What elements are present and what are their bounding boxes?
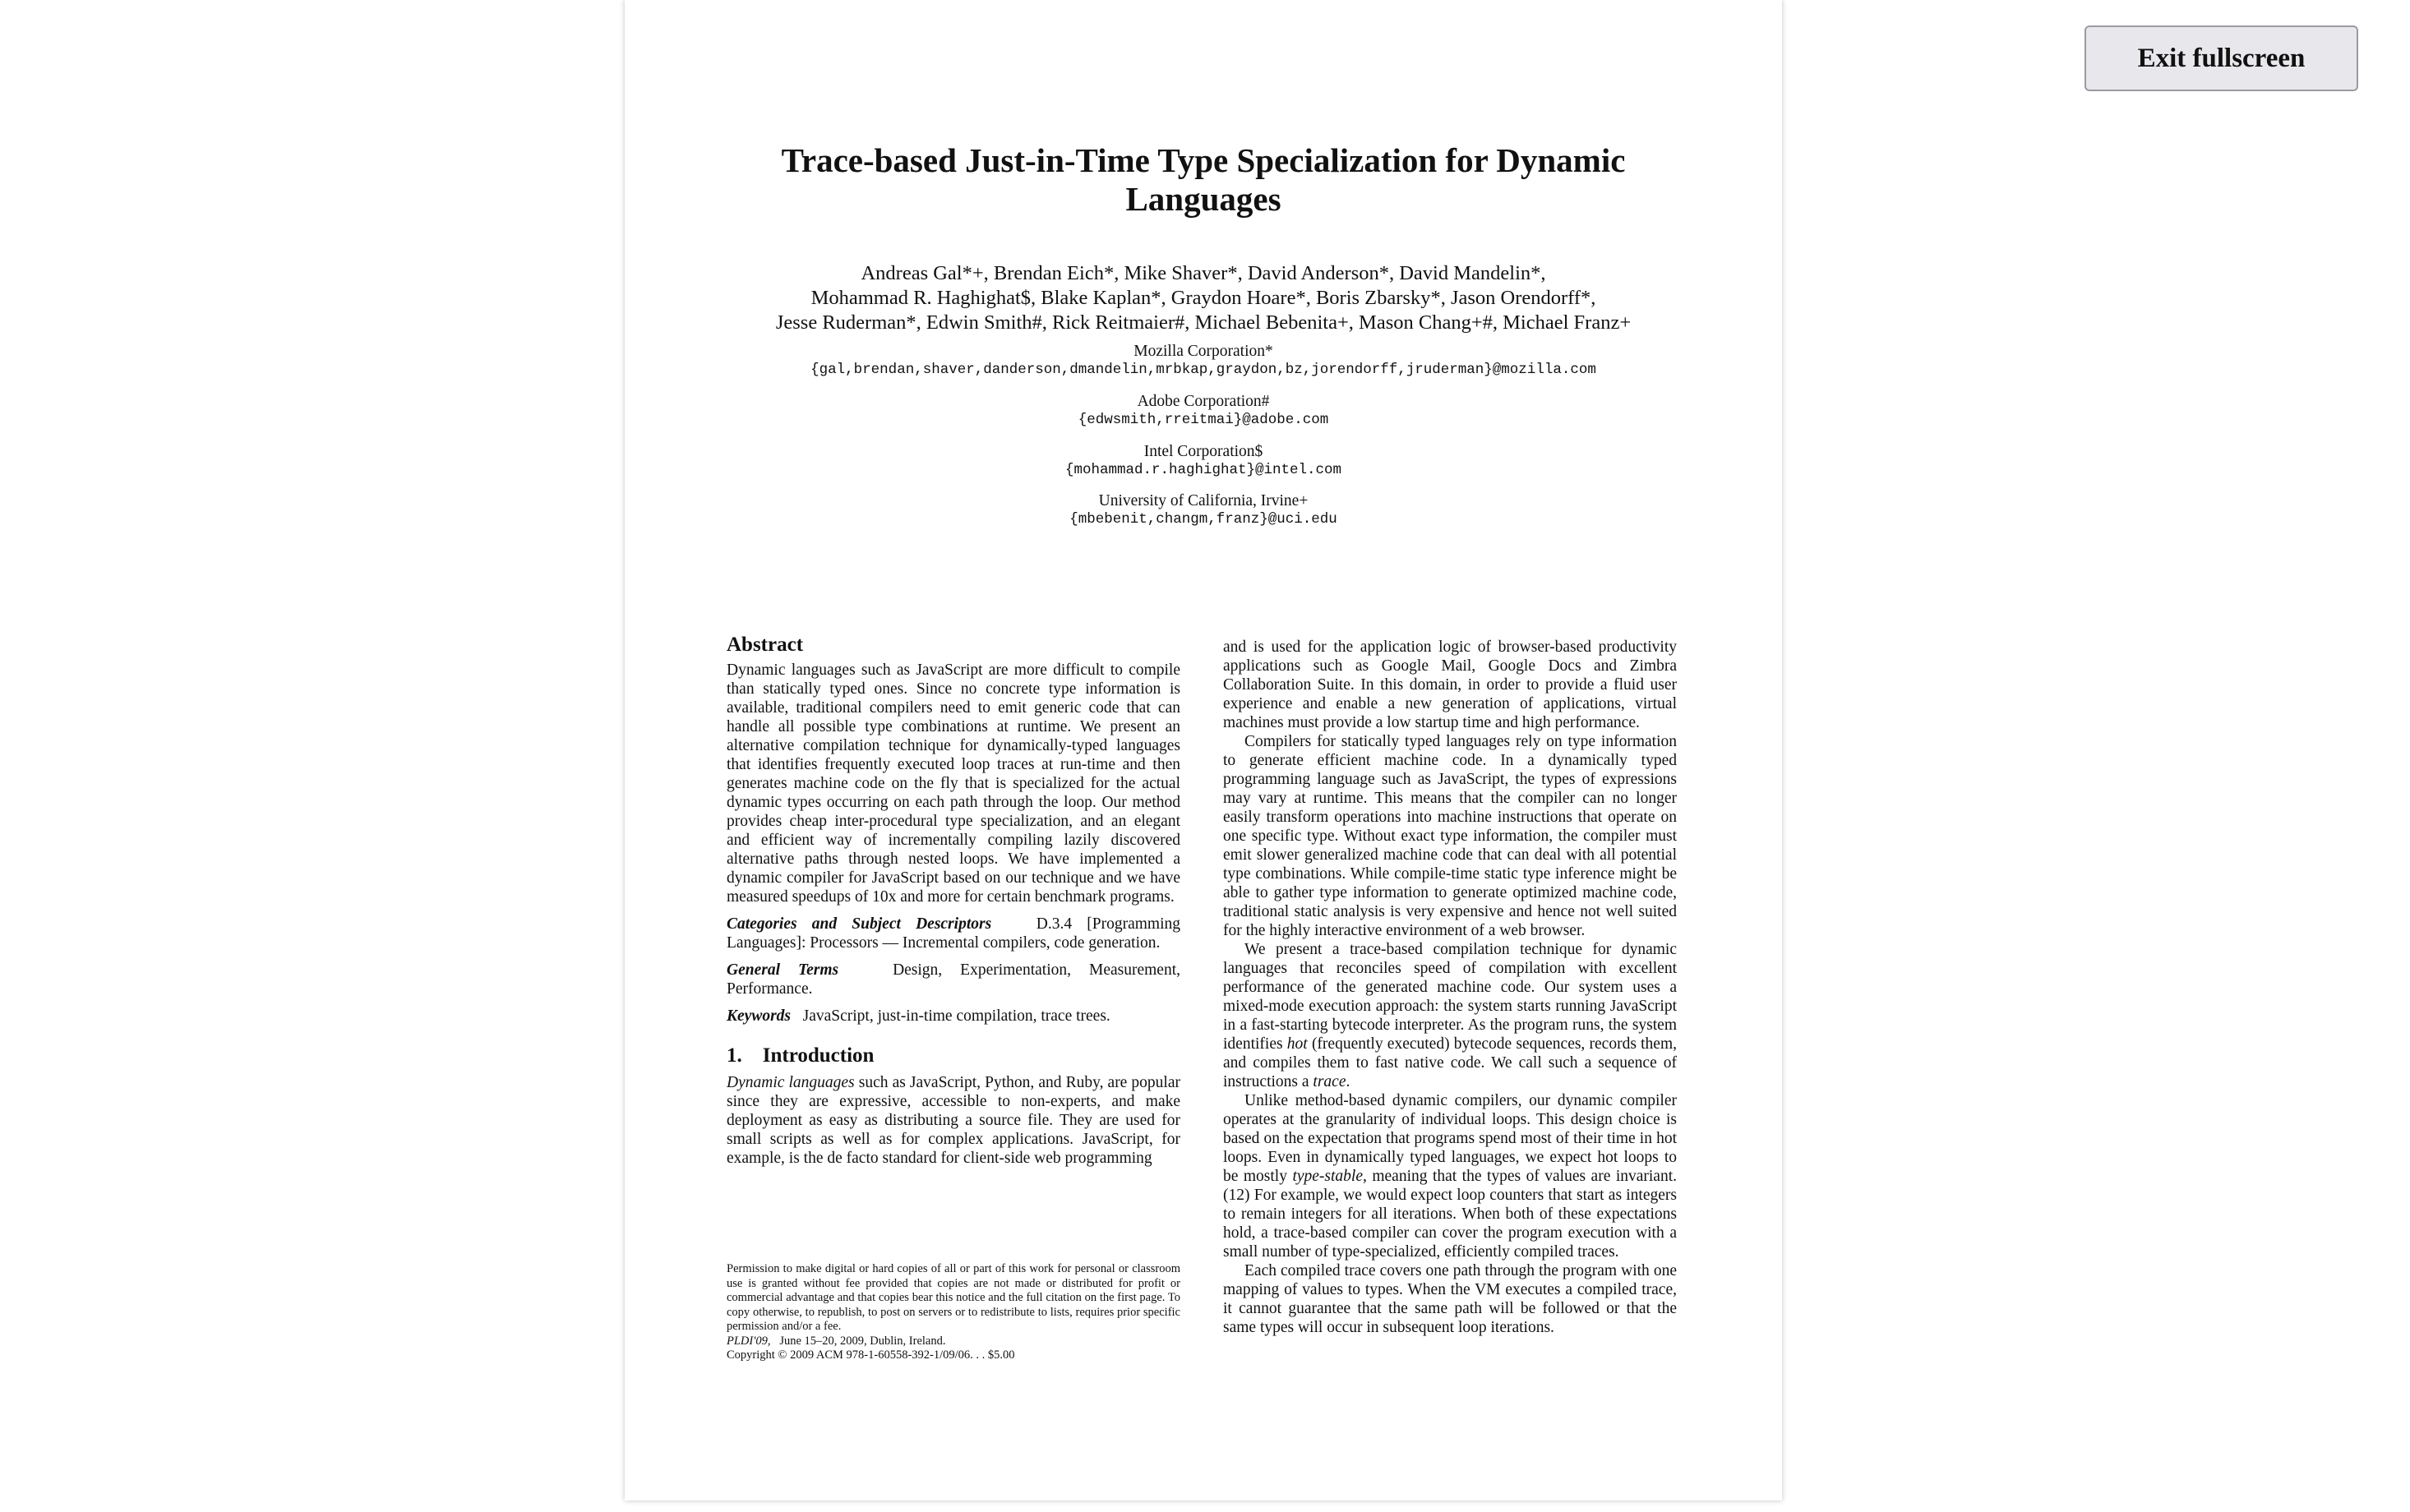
right-paragraph-5: Each compiled trace covers one path through the program with one mapping of values to types. When the VM executes a compiled trace, it cannot guarantee that the same path will be followed or that the same types will occur in subsequent loop iterations. — [1223, 1262, 1677, 1336]
affiliation-name: Intel Corporation$ — [1143, 443, 1263, 460]
general-terms-paragraph — [727, 961, 1180, 998]
categories-paragraph — [727, 915, 1180, 952]
conference-text: June 15–20, 2009, Dublin, Ireland. — [779, 1334, 946, 1348]
paper-page — [625, 0, 1782, 1500]
abstract-heading: Abstract — [727, 634, 804, 656]
p4-type-stable: type-stable — [1292, 1168, 1363, 1185]
p4-part-b: , meaning that the types of values are invariant. (12) For example, we would expect loop counters that start as integers to remain integers for all iterations. When both of these expectations hold, a trace-based compiler can cover the program execution with a small number of type-specialized, efficiently compiled traces. — [1223, 1168, 1678, 1261]
keywords-label: Keywords — [727, 1007, 791, 1025]
permission-notice — [727, 1262, 1180, 1363]
title-line-2: Languages — [1125, 180, 1281, 218]
intro-body: such as JavaScript, Python, and Ruby, are popular since they are expressive, accessible to non-experts, and make deployment as easy as distributing a source file. They are used for small scripts as well as for complex applications. JavaScript, for example, is the de facto standard for client-side web programming — [727, 1074, 1180, 1167]
p3-part-c: . — [1346, 1073, 1350, 1090]
authors-line-3: Jesse Ruderman*, Edwin Smith#, Rick Reitmaier#, Michael Bebenita+, Mason Chang+#, Michael Franz+ — [775, 311, 1632, 334]
left-column — [727, 633, 1180, 1168]
general-terms-text: Design, Experimentation, Measurement, Performance. — [727, 961, 1180, 998]
right-paragraph-2: Compilers for statically typed languages rely on type information to generate efficient machine code. In a dynamically typed programming language such as JavaScript, the types of expressions may vary at runtime. This means that the compiler can no longer easily transform operations into machine instructions that operate on one specific type. Without exact type information, the compiler must emit slower generalized machine code that can deal with all potential type combinations. While compile-time static type inference might be able to gather type information to generate optimized machine code, traditional static analysis is very expensive and hence not well suited for the highly interactive environment of a web browser. — [1223, 733, 1677, 939]
affiliation-email: {mohammad.r.haghighat}@intel.com — [1064, 462, 1342, 478]
p3-trace: trace — [1313, 1073, 1346, 1090]
intro-lead: Dynamic languages — [727, 1074, 855, 1091]
affiliation-adobe — [674, 392, 1733, 430]
keywords-text: JavaScript, just-in-time compilation, trace trees. — [802, 1007, 1110, 1025]
keywords-paragraph — [727, 1007, 1180, 1026]
introduction-text — [727, 1073, 1180, 1168]
copyright-line: Copyright © 2009 ACM 978-1-60558-392-1/09/06. . . $5.00 — [727, 1348, 1015, 1362]
conference-label: PLDI'09, — [727, 1334, 771, 1348]
categories-text: D.3.4 [Programming Languages]: Processors — Incremental compilers, code generation. — [727, 915, 1181, 952]
affiliation-email: {edwsmith,rreitmai}@adobe.com — [1078, 412, 1329, 428]
authors-line-1: Andreas Gal*+, Brendan Eich*, Mike Shaver*, David Anderson*, David Mandelin*, — [861, 262, 1546, 284]
affiliation-email: {gal,brendan,shaver,danderson,dmandelin,mrbkap,graydon,bz,jorendorff,jruderman}@mozilla.com — [810, 362, 1596, 378]
affiliation-mozilla — [674, 342, 1733, 380]
affiliation-name: Mozilla Corporation* — [1133, 343, 1273, 360]
affiliation-name: University of California, Irvine+ — [1098, 492, 1309, 509]
conference-line — [727, 1335, 1180, 1349]
authors-line-2: Mohammad R. Haghighat$, Blake Kaplan*, Graydon Hoare*, Boris Zbarsky*, Jason Orendorff*, — [810, 287, 1596, 309]
introduction-heading: 1. Introduction — [727, 1044, 875, 1067]
affiliation-email: {mbebenit,changm,franz}@uci.edu — [1069, 511, 1337, 528]
title-line-1: Trace-based Just-in-Time Type Specialization for Dynamic — [781, 141, 1626, 179]
p3-hot: hot — [1286, 1035, 1308, 1053]
affiliation-name: Adobe Corporation# — [1137, 393, 1270, 410]
right-paragraph-4 — [1223, 1091, 1677, 1261]
paper-title — [723, 141, 1683, 219]
permission-text: Permission to make digital or hard copies of all or part of this work for personal or classroom use is granted without fee provided that copies are not made or distributed for profit or commercial advantage and that copies bear this notice and the full citation on the first page. To copy otherwise, to republish, to post on servers or to redistribute to lists, requires prior specific permission and/or a fee. — [727, 1262, 1180, 1333]
right-paragraph-3 — [1223, 940, 1677, 1091]
affiliation-uci — [674, 491, 1733, 529]
general-terms-label: General Terms — [727, 961, 839, 979]
p4-part-a: Unlike method-based dynamic compilers, our dynamic compiler operates at the granularity of individual loops. This design choice is based on the expectation that programs spend most of their time in hot loops. Even in dynamically typed languages, we expect hot loops to be mostly — [1223, 1092, 1677, 1185]
right-paragraph-1: and is used for the application logic of browser-based productivity applications such as Google Mail, Google Docs and Zimbra Collaboration Suite. In this domain, in order to provide a fluid user experience and enable a new generation of applications, virtual machines must provide a low startup time and high performance. — [1223, 638, 1677, 731]
p3-part-b: (frequently executed) bytecode sequences, records them, and compiles them to fast native code. We call such a sequence of instructions a — [1223, 1035, 1677, 1090]
exit-fullscreen-button[interactable]: Exit fullscreen — [2085, 25, 2358, 91]
categories-label: Categories and Subject Descriptors — [727, 915, 992, 933]
right-column — [1223, 638, 1677, 1337]
author-list — [674, 261, 1733, 335]
abstract-text: Dynamic languages such as JavaScript are more difficult to compile than statically typed ones. Since no concrete type information is available, traditional compilers need to emit generic code that can handle all possible type combinations at runtime. We present an alternative compilation technique for dynamically-typed languages that identifies frequently executed loop traces at run-time and then generates machine code on the fly that is specialized for the actual dynamic types occurring on each path through the loop. Our method provides cheap inter-procedural type specialization, and an elegant and efficient way of incrementally compiling lazily discovered alternative paths through nested loops. We have implemented a dynamic compiler for JavaScript based on our technique and we have measured speedups of 10x and more for certain benchmark programs. — [727, 662, 1180, 906]
p3-part-a: We present a trace-based compilation technique for dynamic languages that reconciles speed of compilation with excellent performance of the generated machine code. Our system uses a mixed-mode execution approach: the system starts running JavaScript in a fast-starting bytecode interpreter. As the program runs, the system identifies — [1223, 941, 1677, 1053]
affiliation-intel — [674, 442, 1733, 480]
